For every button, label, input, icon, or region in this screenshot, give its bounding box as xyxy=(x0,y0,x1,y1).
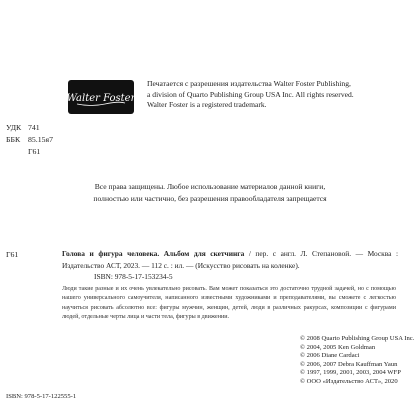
copyright-line: © 1997, 1999, 2001, 2003, 2004 WFP xyxy=(300,369,401,377)
publisher-notice-line: Печатается с разрешения издательства Walter Foster Publishing, xyxy=(147,79,351,88)
author-sign-row xyxy=(6,147,40,157)
annotation: Люди такие разные и их очень увлекательно рисовать. Вам может показаться это достаточно трудной задачей, но с помощью нашего универсального самоучителя, написанного известными художниками и преподавателями, вы сможете с легкостью научиться рисовать абсолютно все: фигуры мужчин, женщин, детей, люди в различных ракурсах, композиции с фигурами людей, отдельные черты лица и части тела, фигуры в движении. xyxy=(62,286,396,321)
copyright-list xyxy=(300,335,414,387)
entry-details: / пер. с англ. Л. Степановой. — Москва : Издательство АСТ, 2023. — 112 с. : ил. — (Искусство рисовать на коленке). xyxy=(62,249,398,270)
copyright-line: © ООО «Издательство АСТ», 2020 xyxy=(300,377,398,385)
udk-row xyxy=(6,123,40,133)
bbk-label: ББК xyxy=(6,135,21,144)
copyright-line: © 2006, 2007 Debra Kauffman Yaun xyxy=(300,360,398,368)
logo-signature xyxy=(66,84,136,110)
book-title: Голова и фигура человека. Альбом для скетчинга xyxy=(62,249,245,258)
publisher-notice-line: Walter Foster is a registered trademark. xyxy=(147,100,267,110)
walter-foster-logo xyxy=(68,80,134,114)
bbk-value: 85.15я7 xyxy=(27,135,53,144)
copyright-line: © 2006 Diane Cardaci xyxy=(300,352,360,360)
entry-isbn: ISBN: 978-5-17-153234-5 xyxy=(94,272,173,281)
rights-line: Все права защищены. Любое использование материалов данной книги, xyxy=(94,182,326,191)
publisher-notice xyxy=(147,79,412,111)
entry-code: Г61 xyxy=(6,250,19,259)
isbn-side: ISBN: 978-5-17-122555-1 xyxy=(6,393,77,400)
bbk-row xyxy=(6,135,53,145)
bibliographic-entry xyxy=(62,248,398,271)
copyright-line: © 2004, 2005 Ken Goldman xyxy=(300,343,376,351)
rights-line: полностью или частично, без разрешения правообладателя запрещается xyxy=(93,193,327,203)
publisher-notice-line: a division of Quarto Publishing Group USA Inc. All rights reserved. xyxy=(147,89,354,99)
rights-reserved xyxy=(0,181,420,204)
copyright-line: © 2008 Quarto Publishing Group USA Inc. xyxy=(300,335,415,342)
udk-value: 741 xyxy=(27,123,40,132)
author-sign-value: Г61 xyxy=(27,147,41,156)
udk-label: УДК xyxy=(6,123,22,132)
logo-text: Walter Foster xyxy=(66,93,136,104)
